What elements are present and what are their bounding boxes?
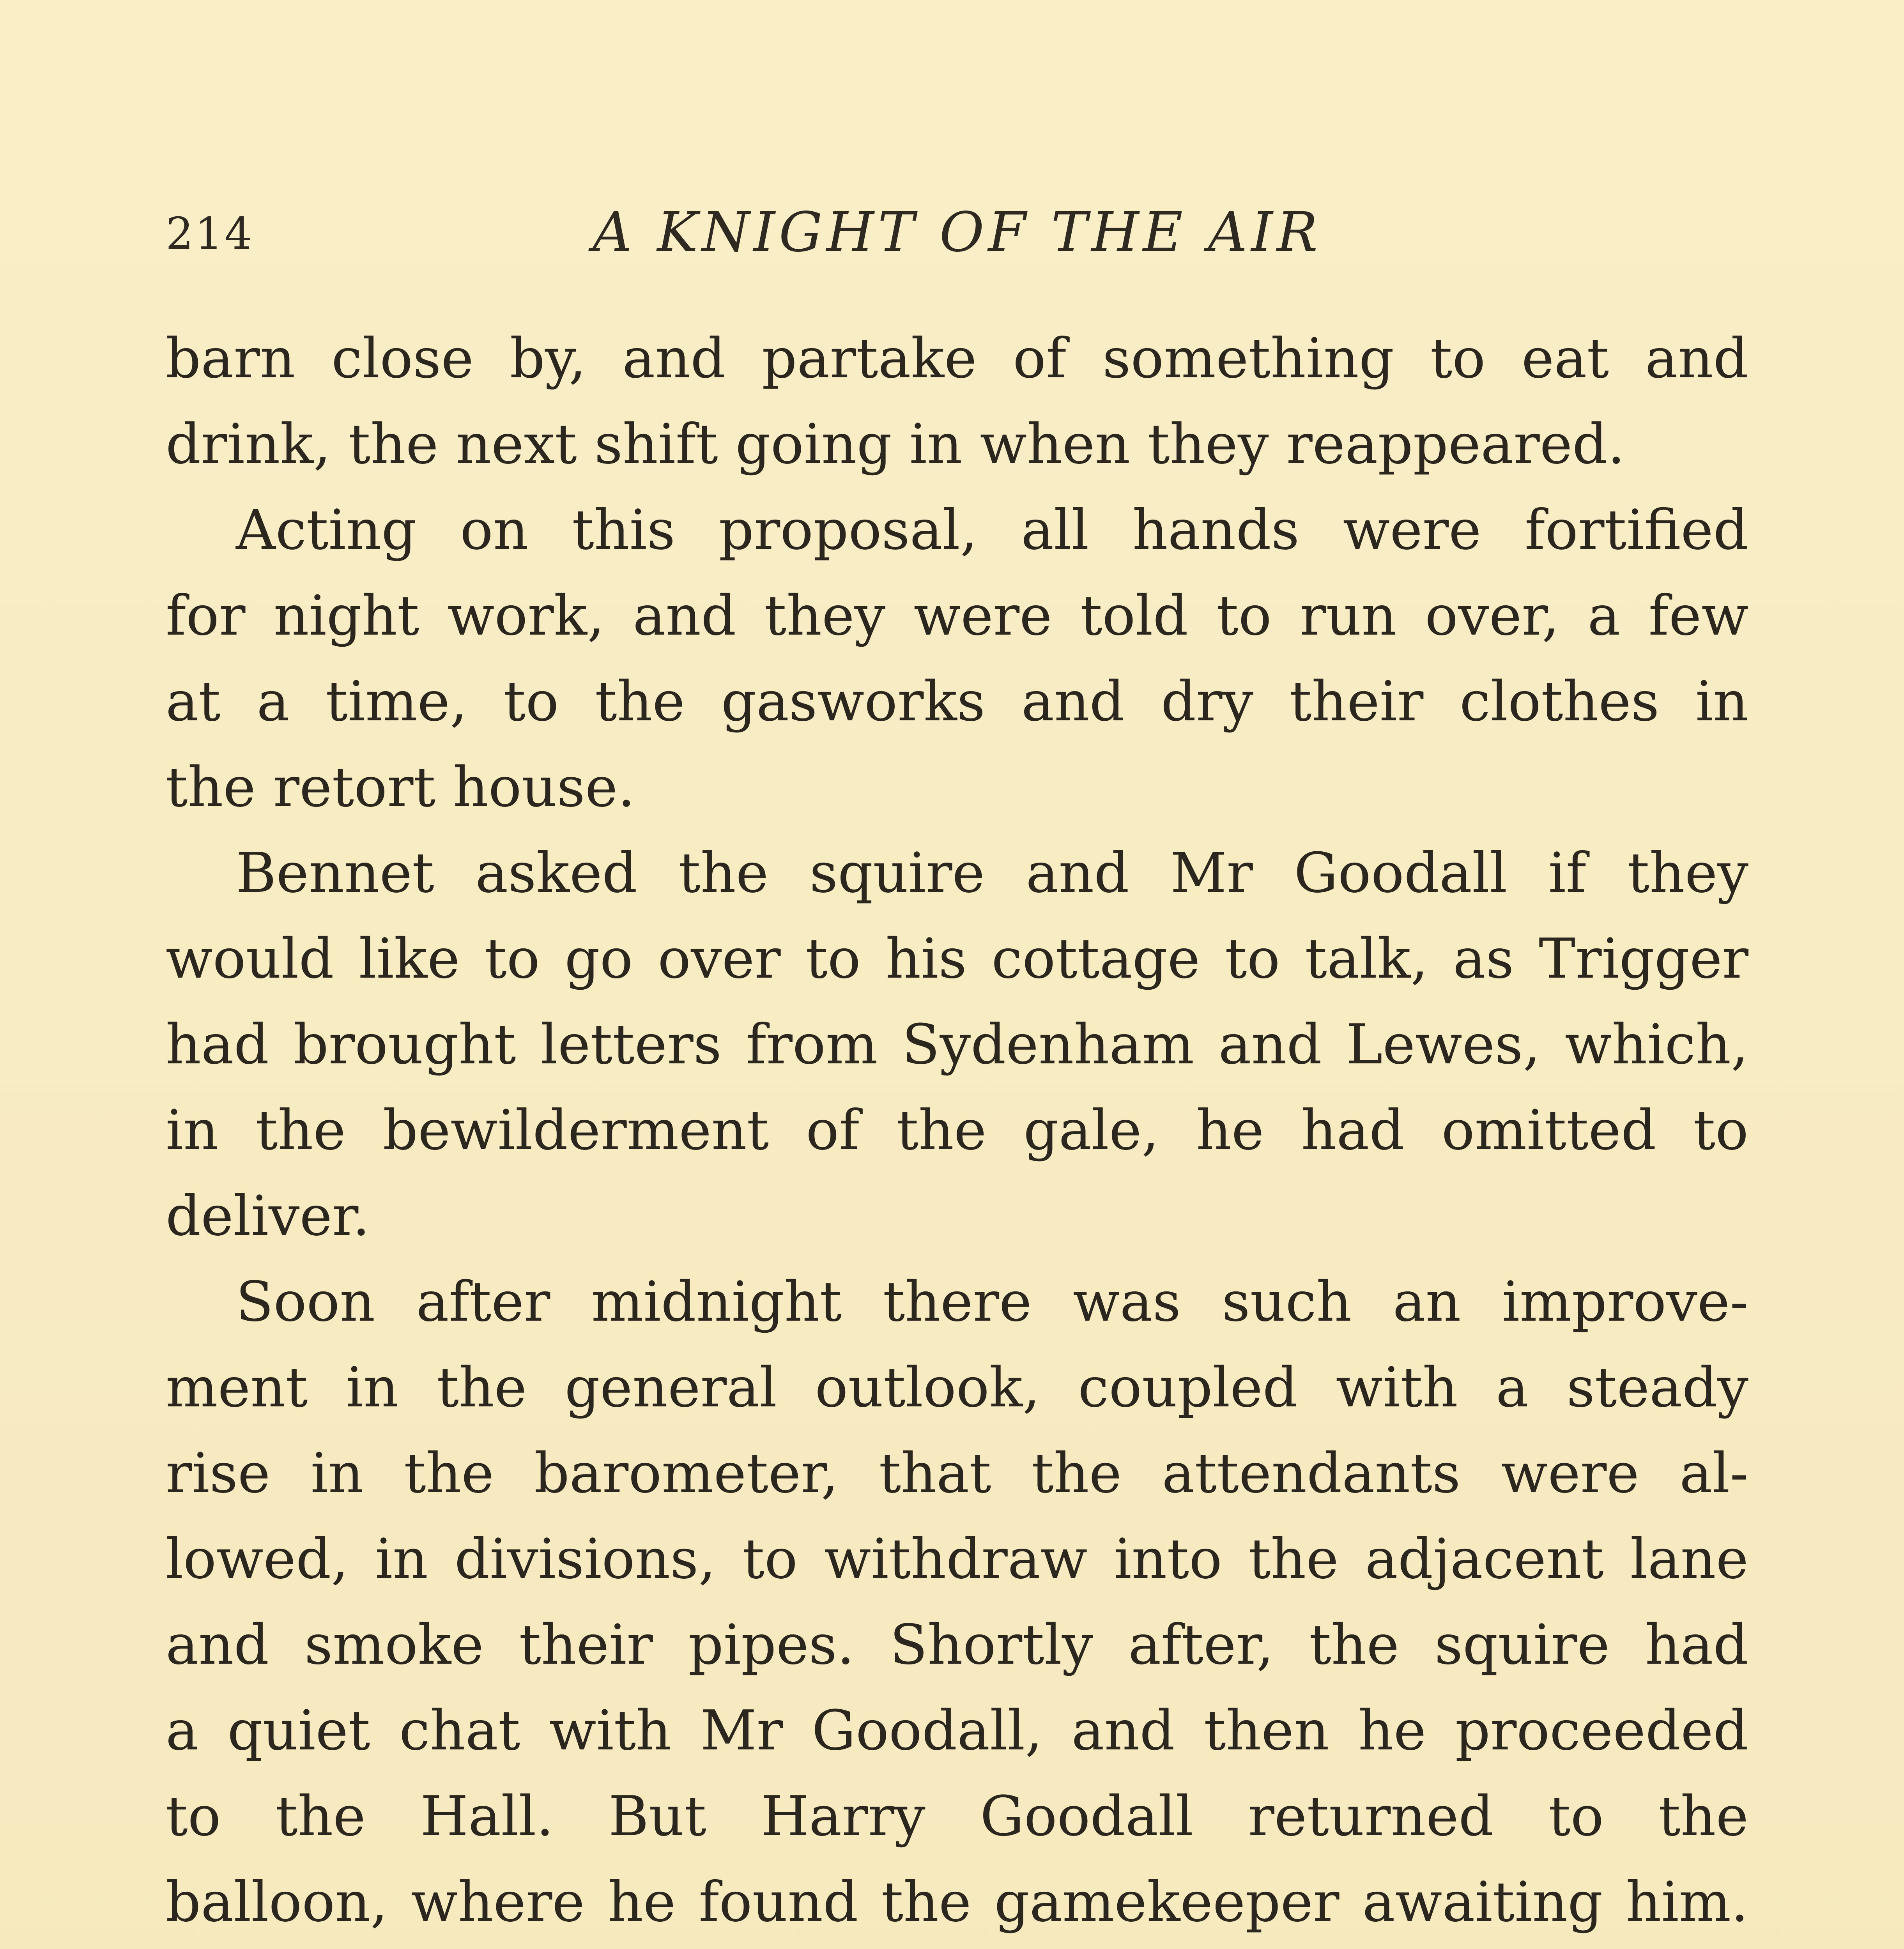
text-line: lowed, in divisions, to withdraw into the adjacent lane [166, 1527, 1748, 1591]
text-line: Soon after midnight there was such an improve- [236, 1270, 1748, 1334]
text-line: ment in the general outlook, coupled with a steady [166, 1356, 1748, 1420]
text-line: a quiet chat with Mr Goodall, and then he proceeded [166, 1699, 1748, 1763]
text-line: Acting on this proposal, all hands were fortified [236, 498, 1748, 562]
text-line: would like to go over to his cottage to talk, as Trigger [166, 927, 1748, 991]
text-line: barn close by, and partake of something to eat and [166, 327, 1748, 391]
text-line: to the Hall. But Harry Goodall returned to the [166, 1785, 1748, 1848]
page-body [166, 316, 1748, 1949]
text-line: the retort house. [166, 755, 635, 819]
running-head: A KNIGHT OF THE AIR [592, 201, 1322, 264]
text-line: had brought letters from Sydenham and Lewes, which, [166, 1013, 1748, 1077]
text-line: rise in the barometer, that the attendants were al- [166, 1441, 1748, 1505]
text-line: deliver. [166, 1184, 370, 1248]
text-line: and smoke their pipes. Shortly after, the squire had [166, 1613, 1748, 1677]
text-line: Bennet asked the squire and Mr Goodall if they [236, 841, 1748, 905]
page-header [166, 201, 1748, 267]
text-line: at a time, to the gasworks and dry their clothes in [166, 670, 1748, 734]
text-line [166, 1945, 1748, 1949]
text-line: in the bewilderment of the gale, he had omitted to [166, 1098, 1748, 1162]
text-line: for night work, and they were told to run over, a few [166, 584, 1748, 648]
page-number: 214 [166, 209, 254, 259]
text-line: drink, the next shift going in when they reappeared. [166, 412, 1625, 476]
text-line: balloon, where he found the gamekeeper awaiting him. [166, 1870, 1748, 1934]
